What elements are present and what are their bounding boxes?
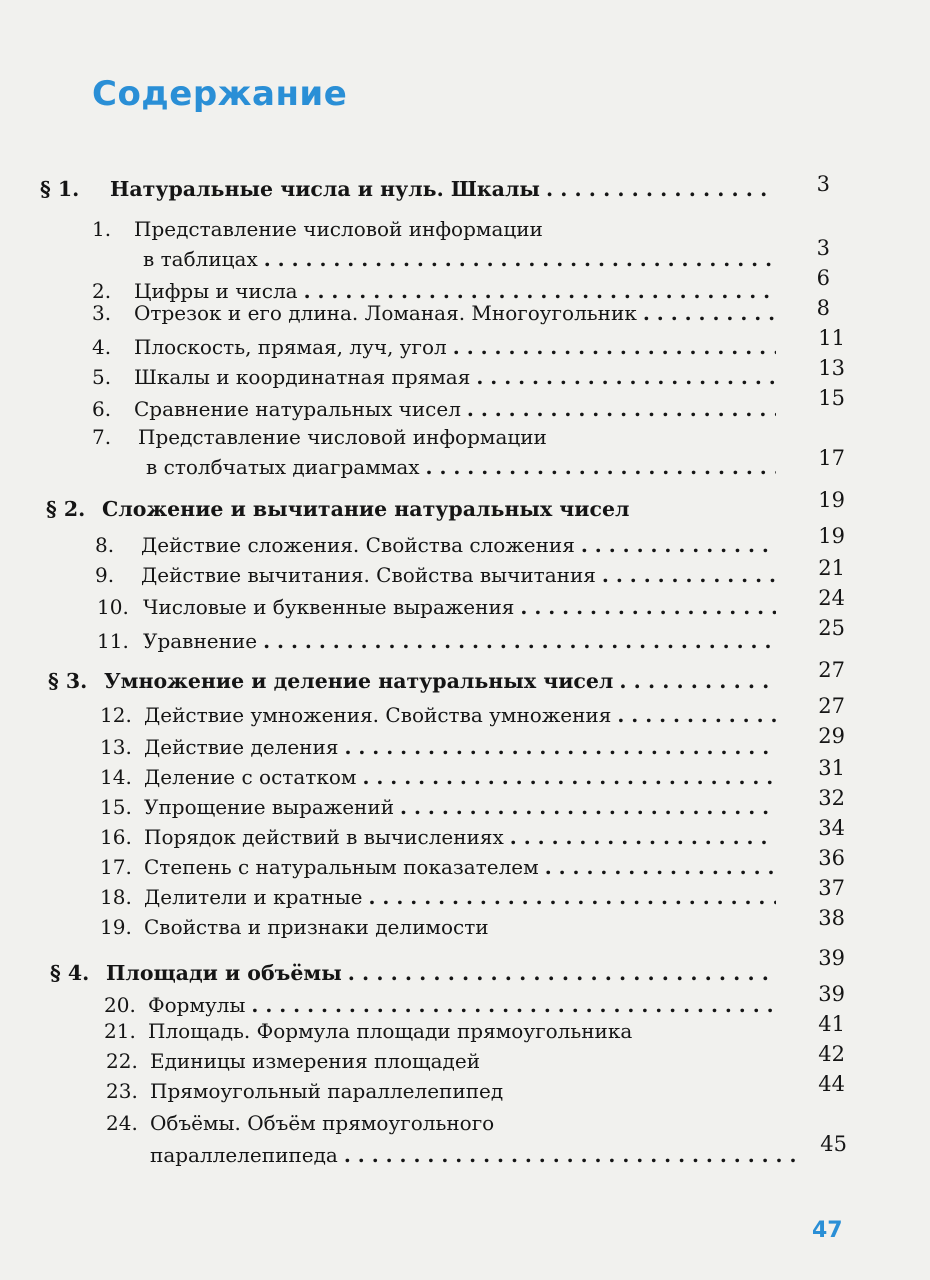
toc-page-number: 45 (820, 1132, 847, 1156)
toc-item-title-line1: Объёмы. Объём прямоугольного (150, 1111, 495, 1135)
toc-item-number: 13. (100, 735, 132, 759)
toc-section-3[interactable] (48, 668, 780, 694)
toc-leader-dots (581, 532, 776, 558)
toc-item-title: в столбчатых диаграммах (146, 455, 420, 479)
toc-page-number: 27 (818, 658, 845, 682)
toc-item-number: 19. (100, 915, 132, 939)
toc-item-20[interactable] (104, 992, 780, 1018)
toc-item-number: 14. (100, 765, 132, 789)
toc-item-1[interactable] (143, 246, 780, 272)
toc-item-number: 1. (92, 217, 112, 241)
toc-section-number: § 1. (40, 177, 80, 201)
toc-item-11[interactable] (97, 628, 780, 654)
toc-leader-dots (546, 176, 776, 202)
toc-item-6[interactable] (92, 396, 780, 422)
toc-item-title: параллелепипеда (150, 1143, 338, 1167)
toc-item-number: 8. (95, 533, 115, 557)
toc-item-4[interactable] (92, 334, 780, 360)
toc-section-title: Умножение и деление натуральных чисел (104, 669, 614, 693)
toc-item-number: 18. (100, 885, 132, 909)
toc-leader-dots (362, 764, 776, 790)
toc-item-title: Прямоугольный параллелепипед (150, 1079, 504, 1103)
toc-item-number: 10. (97, 595, 129, 619)
toc-leader-dots (344, 1142, 796, 1168)
toc-item-1-line1 (92, 216, 543, 242)
toc-page-number: 24 (818, 586, 845, 610)
toc-item-13[interactable] (100, 734, 780, 760)
toc-item-title: Отрезок и его длина. Ломаная. Многоугольник (134, 301, 637, 325)
toc-section-1[interactable] (40, 176, 780, 202)
toc-item-18[interactable] (100, 884, 780, 910)
toc-section-title: Сложение и вычитание натуральных чисел (102, 497, 630, 521)
toc-item-19[interactable] (100, 914, 780, 940)
toc-page-number: 13 (818, 356, 845, 380)
toc-item-title: Единицы измерения площадей (150, 1049, 481, 1073)
toc-item-number: 23. (106, 1079, 138, 1103)
toc-item-7-line1 (92, 424, 547, 450)
toc-item-8[interactable] (95, 532, 780, 558)
toc-leader-dots (426, 454, 776, 480)
toc-item-number: 6. (92, 397, 112, 421)
toc-page-number: 41 (818, 1012, 845, 1036)
toc-page-number: 6 (816, 266, 830, 290)
toc-item-number: 17. (100, 855, 132, 879)
toc-item-number: 24. (106, 1111, 138, 1135)
toc-item-title: Сравнение натуральных чисел (134, 397, 461, 421)
toc-item-12[interactable] (100, 702, 780, 728)
toc-item-title: Степень с натуральным показателем (144, 855, 539, 879)
toc-page-number: 38 (818, 906, 845, 930)
toc-section-number: § 3. (48, 669, 88, 693)
toc-item-title: Действие сложения. Свойства сложения (141, 533, 575, 557)
toc-item-title: в таблицах (143, 247, 258, 271)
toc-leader-dots (467, 396, 776, 422)
toc-page-number: 8 (816, 296, 830, 320)
toc-item-number: 15. (100, 795, 132, 819)
toc-item-23[interactable] (106, 1078, 780, 1104)
toc-item-number: 4. (92, 335, 112, 359)
toc-section-4[interactable] (50, 960, 780, 986)
toc-item-title: Упрощение выражений (144, 795, 395, 819)
toc-page-number: 32 (818, 786, 845, 810)
toc-page-number: 21 (818, 556, 845, 580)
toc-item-5[interactable] (92, 364, 780, 390)
toc-item-3[interactable] (92, 300, 780, 326)
toc-item-title: Действие деления (144, 735, 339, 759)
toc-item-10[interactable] (97, 594, 780, 620)
toc-leader-dots (510, 824, 776, 850)
page-number: 47 (812, 1218, 843, 1243)
toc-leader-dots (344, 734, 776, 760)
toc-page-number: 39 (818, 946, 845, 970)
toc-section-title: Натуральные числа и нуль. Шкалы (110, 177, 540, 201)
toc-item-number: 7. (92, 425, 112, 449)
toc-item-number: 16. (100, 825, 132, 849)
toc-item-title: Делители и кратные (144, 885, 363, 909)
toc-page-number: 39 (818, 982, 845, 1006)
toc-page-number: 42 (818, 1042, 845, 1066)
toc-leader-dots (264, 246, 776, 272)
toc-item-number: 22. (106, 1049, 138, 1073)
toc-item-16[interactable] (100, 824, 780, 850)
toc-item-number: 2. (92, 279, 112, 303)
toc-leader-dots (453, 334, 776, 360)
toc-item-number: 11. (97, 629, 129, 653)
toc-item-number: 20. (104, 993, 136, 1017)
toc-page-number: 31 (818, 756, 845, 780)
toc-leader-dots (643, 300, 776, 326)
toc-page-number: 19 (818, 488, 845, 512)
toc-page-number: 27 (818, 694, 845, 718)
toc-page-number: 19 (818, 524, 845, 548)
toc-item-title: Уравнение (143, 629, 258, 653)
page-title: Содержание (92, 74, 348, 114)
toc-item-24[interactable] (150, 1142, 800, 1168)
toc-item-number: 9. (95, 563, 115, 587)
toc-page-number: 3 (816, 236, 830, 260)
toc-page-number: 36 (818, 846, 845, 870)
toc-leader-dots (369, 884, 777, 910)
toc-item-title: Свойства и признаки делимости (144, 915, 489, 939)
toc-page-number: 15 (818, 386, 845, 410)
toc-item-title: Действие вычитания. Свойства вычитания (141, 563, 596, 587)
toc-leader-dots (251, 992, 776, 1018)
toc-section-2[interactable] (46, 496, 780, 522)
toc-item-number: 21. (104, 1019, 136, 1043)
toc-page-number: 25 (818, 616, 845, 640)
toc-item-21[interactable] (104, 1018, 780, 1044)
toc-leader-dots (619, 668, 776, 694)
toc-item-title: Формулы (148, 993, 246, 1017)
toc-item-7[interactable] (146, 454, 780, 480)
toc-leader-dots (263, 628, 776, 654)
toc-item-15[interactable] (100, 794, 780, 820)
toc-leader-dots (617, 702, 776, 728)
toc-leader-dots (400, 794, 776, 820)
toc-page-number: 17 (818, 446, 845, 470)
toc-leader-dots (520, 594, 776, 620)
toc-item-title: Числовые и буквенные выражения (143, 595, 515, 619)
toc-item-22[interactable] (106, 1048, 780, 1074)
toc-leader-dots (545, 854, 776, 880)
toc-item-17[interactable] (100, 854, 780, 880)
toc-item-title-line1: Представление числовой информации (138, 425, 547, 449)
toc-item-title: Цифры и числа (134, 279, 298, 303)
toc-page-number: 11 (818, 326, 845, 350)
toc-section-number: § 4. (50, 961, 90, 985)
toc-item-24-line1 (106, 1110, 494, 1136)
toc-page-number: 3 (816, 172, 830, 196)
toc-item-title: Деление с остатком (144, 765, 357, 789)
toc-leader-dots (602, 562, 776, 588)
toc-item-title: Шкалы и координатная прямая (134, 365, 471, 389)
toc-item-title: Плоскость, прямая, луч, угол (134, 335, 447, 359)
toc-item-number: 5. (92, 365, 112, 389)
toc-item-number: 3. (92, 301, 112, 325)
toc-item-title: Действие умножения. Свойства умножения (144, 703, 612, 727)
toc-page-number: 34 (818, 816, 845, 840)
toc-section-number: § 2. (46, 497, 86, 521)
toc-item-title-line1: Представление числовой информации (134, 217, 543, 241)
toc-item-title: Площадь. Формула площади прямоугольника (148, 1019, 633, 1043)
toc-item-title: Порядок действий в вычислениях (144, 825, 504, 849)
toc-leader-dots (348, 960, 776, 986)
toc-item-14[interactable] (100, 764, 780, 790)
toc-item-number: 12. (100, 703, 132, 727)
toc-leader-dots (476, 364, 776, 390)
toc-page-number: 44 (818, 1072, 845, 1096)
toc-page-number: 37 (818, 876, 845, 900)
toc-item-9[interactable] (95, 562, 780, 588)
toc-section-title: Площади и объёмы (106, 961, 342, 985)
toc-page-number: 29 (818, 724, 845, 748)
